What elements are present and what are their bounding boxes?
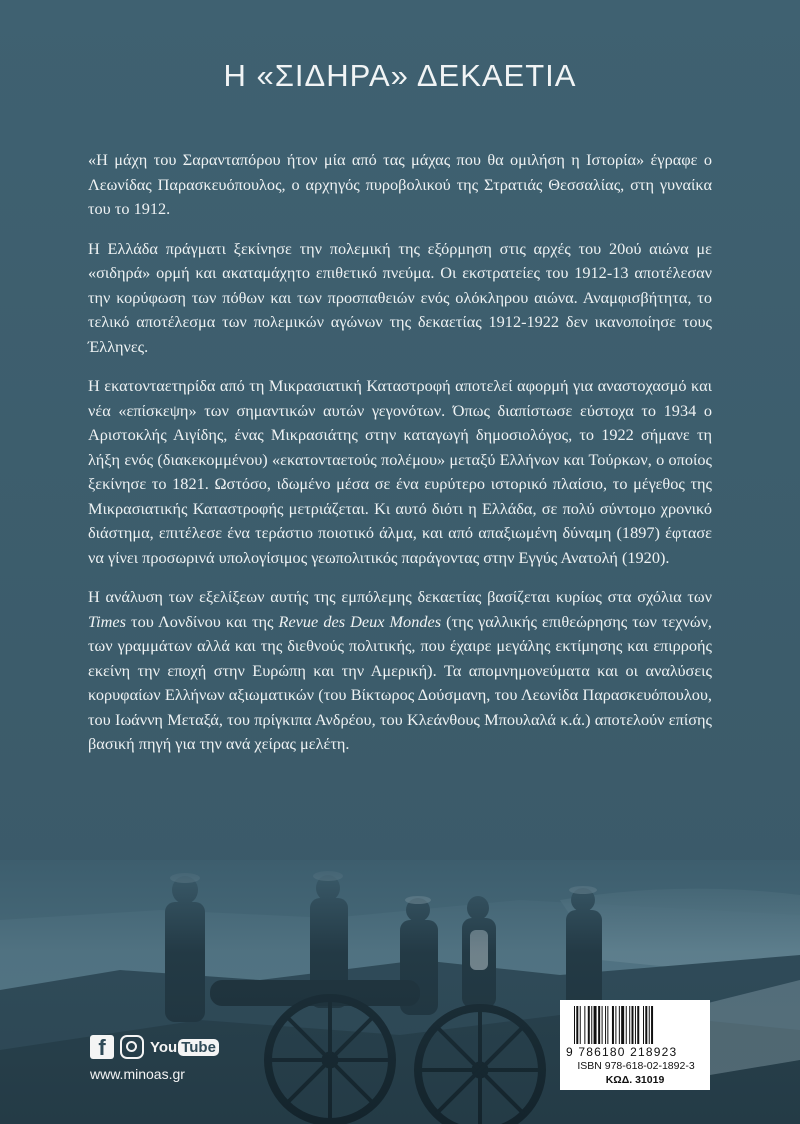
barcode-bar [632,1006,634,1044]
barcode-bar [612,1006,614,1044]
barcode-bar [574,1006,575,1044]
paragraph-text: Η Ελλάδα πράγματι ξεκίνησε την πολεμική της εξόρμηση στις αρχές του 20ού αιώνα με «σιδηρά» ορμή και ακαταμάχητο επιθετικό πνεύμα. Οι εκστρατείες του 1912-13 αποτέλεσαν την κορύφωση των πόθων και των προσπαθειών ενός ολόκληρου αιώνα. Αναμφισβήτητα, το τελικό αποτέλεσμα των πολεμικών αγώνων της δεκαετίας 1912-1922 δεν ικανοποίησε τους Έλληνες. [88,238,712,356]
barcode-bar [594,1006,597,1044]
paragraph-text: «Η μάχη του Σαρανταπόρου ήτον μία από τας μάχας που θα ομιλήση η Ιστορία» έγραφε ο Λεωνίδας Παρασκευόπουλος, ο αρχηγός πυροβολικού της Στρατιάς Θεσσαλίας, στη γυναίκα του το 1912. [88,150,712,218]
book-title: Η «ΣΙΔΗΡΑ» ΔΕΚΑΕΤΙΑ [223,58,577,93]
publisher-website[interactable]: www.minoas.gr [90,1066,185,1082]
barcode-bar [605,1006,606,1044]
barcode-bar [629,1006,630,1044]
barcode-bar [649,1006,650,1044]
blurb-paragraph [88,148,712,222]
blurb-paragraph [88,237,712,360]
barcode-bar [637,1006,639,1044]
barcode-bar [626,1006,627,1044]
barcode-bar [588,1006,590,1044]
product-code: ΚΩΔ. 31019 [605,1074,665,1086]
paragraph-text: του Λονδίνου και της [126,611,279,631]
barcode-bar [621,1006,624,1044]
blurb-paragraph [88,585,712,757]
blurb-paragraph [88,374,712,570]
italic-title: Times [88,611,126,631]
barcode-bar [651,1006,653,1044]
barcode-bar [584,1006,585,1044]
barcode-bar [635,1006,636,1044]
barcode-bars [574,1006,696,1044]
isbn-barcode [560,1000,710,1090]
barcode-bar [576,1006,578,1044]
youtube-icon[interactable] [150,1039,219,1056]
barcode-bar [598,1006,600,1044]
blurb-text [88,148,712,772]
barcode-bar [602,1006,603,1044]
barcode-bar [607,1006,608,1044]
social-media-links [90,1035,219,1059]
barcode-bar [645,1006,647,1044]
paragraph-text: Η ανάλυση των εξελίξεων αυτής της εμπόλεμης δεκαετίας βασίζεται κυρίως στα σχόλια των [88,587,712,606]
barcode-bar [591,1006,592,1044]
instagram-icon[interactable] [120,1035,144,1059]
youtube-you-text: You [150,1038,178,1056]
youtube-tube-text: Tube [178,1039,219,1056]
barcode-digits: 9 786180 218923 [566,1045,678,1059]
barcode-bar [615,1006,616,1044]
paragraph-text: Η εκατονταετηρίδα από τη Μικρασιατική Καταστροφή αποτελεί αφορμή για αναστοχασμό και νέα «επίσκεψη» των σημαντικών αυτών γεγονότων. Όπως διαπίστωσε εύστοχα το 1934 ο Αριστοκλής Αιγίδης, ένας Μικρασιάτης στην καταγωγή δημοσιολόγος, το 1922 σήμανε τη λήξη ενός (διακεκομμένου) «εκατονταετούς πολέμου» μεταξύ Ελλήνων και Τούρκων, ο οποίος ξεκίνησε το 1821. Ωστόσο, ιδωμένο μέσα σε ένα ευρύτερο ιστορικό πλαίσιο, το μέγεθος της Μικρασιατικής Καταστροφής μετριάζεται. Κι αυτό διότι η Ελλάδα, σε πολύ σύντομο χρονικό διάστημα, επιτέλεσε ένα τεράστιο ποιοτικό άλμα, και από απαξιωμένη δύναμη (1897) έφτασε να γίνει προσωρινά υπολογίσιμος γεωπολιτικός παράγοντας στην Εγγύς Ανατολή (1920). [88,376,712,567]
barcode-bar [643,1006,644,1044]
barcode-bar [580,1006,581,1044]
facebook-icon[interactable]: f [90,1035,114,1059]
isbn-number: ISBN 978-618-02-1892-3 [577,1060,695,1072]
barcode-bar [619,1006,620,1044]
italic-title: Revue des Deux Mondes [278,611,442,631]
paragraph-text: (της γαλλικής επιθεώρησης των τεχνών, των γραμμάτων αλλά και της διεθνούς πολιτικής, που έχαιρε μεγάλης εκτίμησης και επιρροής εκείνη την εποχή στην Ευρώπη και την Αμερική). Τα απομνημονεύματα και οι αναλύσεις κορυφαίων Ελλήνων αξιωματικών (του Βίκτωρος Δούσμανη, του Λεωνίδα Παρασκευόπουλου, του Ιωάννη Μεταξά, του πρίγκιπα Ανδρέου, του Κλεάνθους Μπουλαλά κ.ά.) αποτελούν επίσης βασική πηγή για την ανά χείρας μελέτη. [88,611,712,753]
